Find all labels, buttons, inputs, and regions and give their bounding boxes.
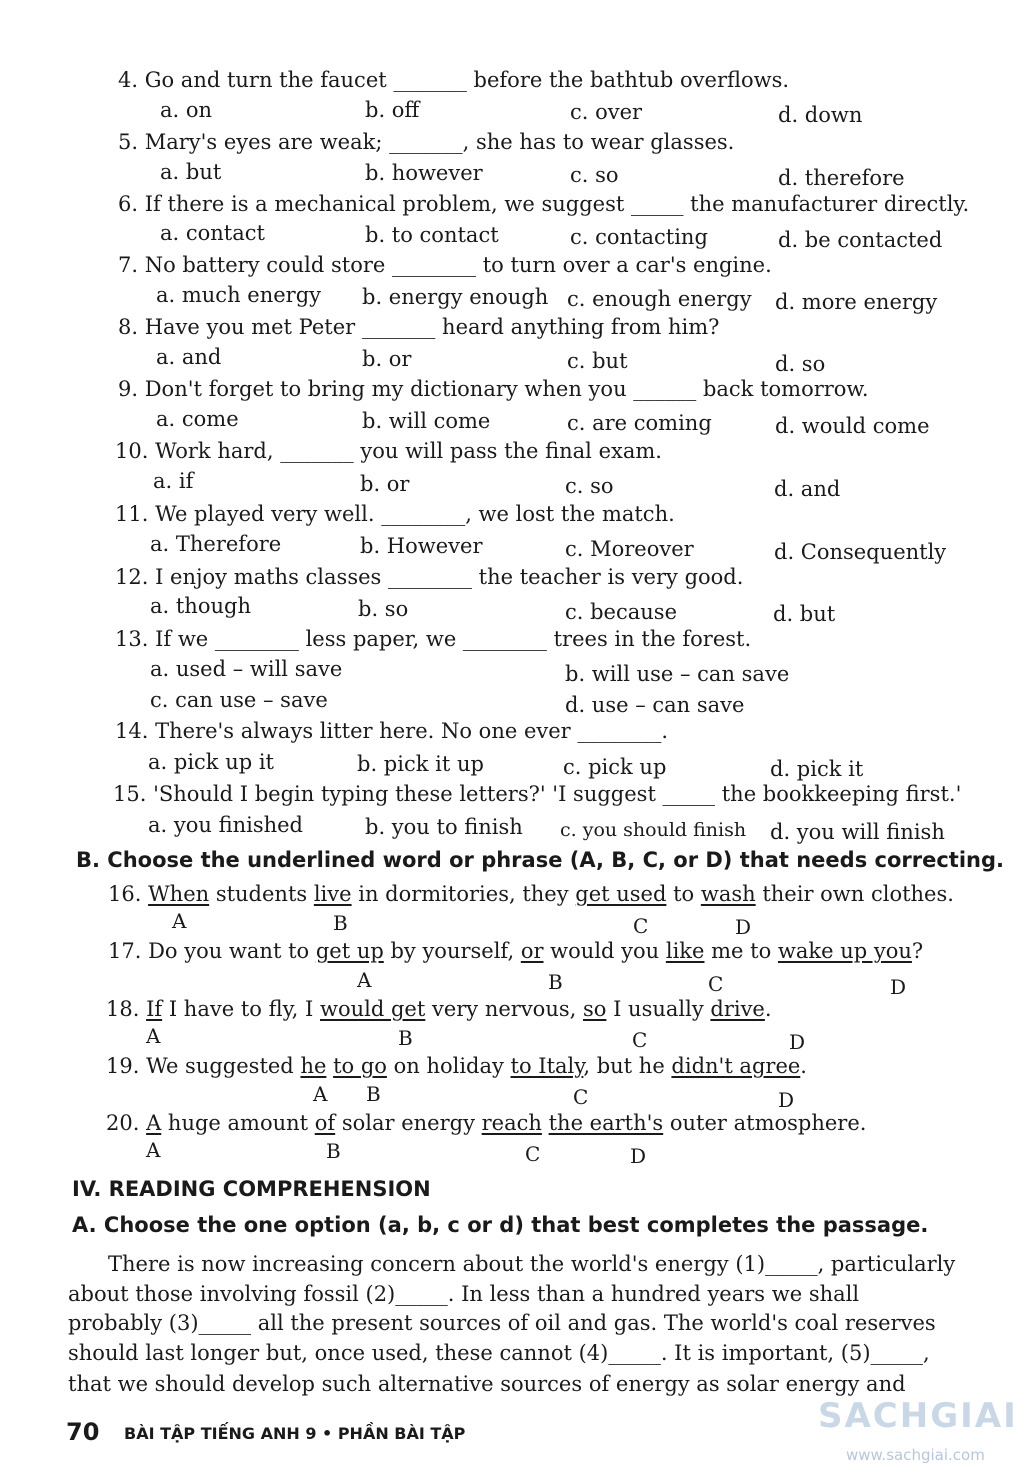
option-14a: a. pick up it: [148, 750, 274, 774]
option-12d: d. but: [773, 602, 836, 626]
option-8d: d. so: [775, 352, 826, 376]
question-14: 14. There's always litter here. No one ever ________.: [115, 719, 669, 743]
option-15d: d. you will finish: [770, 820, 945, 844]
letter-19d: D: [778, 1088, 795, 1112]
letter-20a: A: [146, 1138, 161, 1162]
watermark-url: www.sachgiai.com: [846, 1446, 985, 1464]
option-4c: c. over: [570, 100, 643, 124]
letter-16b: B: [333, 911, 348, 935]
option-4d: d. down: [778, 103, 863, 127]
question-8: 8. Have you met Peter _______ heard anything from him?: [118, 315, 720, 339]
option-11b: b. However: [360, 534, 483, 558]
option-9a: a. come: [156, 407, 239, 431]
letter-20c: C: [525, 1142, 541, 1166]
option-5c: c. so: [570, 163, 619, 187]
option-14d: d. pick it: [770, 757, 864, 781]
correction-20: 20. A huge amount of solar energy reach the earth's outer atmosphere.: [106, 1111, 867, 1135]
option-13a: a. used – will save: [150, 657, 343, 681]
letter-16d: D: [735, 915, 752, 939]
passage-line: should last longer but, once used, these cannot (4)_____. It is important, (5)_____,: [68, 1341, 930, 1365]
passage-line: probably (3)_____ all the present sources of oil and gas. The world's coal reserves: [68, 1311, 936, 1335]
letter-19a: A: [313, 1082, 328, 1106]
question-15: 15. 'Should I begin typing these letters?' 'I suggest _____ the bookkeeping first.': [113, 782, 962, 806]
passage-line: about those involving fossil (2)_____. In less than a hundred years we shall: [68, 1282, 860, 1306]
option-6a: a. contact: [160, 221, 265, 245]
option-5a: a. but: [160, 160, 222, 184]
option-15b: b. you to finish: [365, 815, 523, 839]
letter-18c: C: [632, 1028, 648, 1052]
letter-16c: C: [633, 914, 649, 938]
option-8a: a. and: [156, 345, 222, 369]
option-7c: c. enough energy: [567, 287, 752, 311]
option-11a: a. Therefore: [150, 532, 282, 556]
passage-line: that we should develop such alternative sources of energy as solar energy and: [68, 1372, 906, 1396]
correction-16: 16. When students live in dormitories, they get used to wash their own clothes.: [108, 882, 954, 906]
question-9: 9. Don't forget to bring my dictionary when you ______ back tomorrow.: [118, 377, 869, 401]
correction-17: 17. Do you want to get up by yourself, or would you like me to wake up you?: [108, 939, 924, 963]
option-11c: c. Moreover: [565, 537, 694, 561]
option-4b: b. off: [365, 98, 420, 122]
option-7b: b. energy enough: [362, 285, 549, 309]
option-14b: b. pick it up: [357, 752, 484, 776]
option-9c: c. are coming: [567, 411, 712, 435]
watermark-logo: SACHGIAI: [818, 1396, 1018, 1436]
option-12b: b. so: [358, 597, 409, 621]
option-6c: c. contacting: [570, 225, 708, 249]
option-4a: a. on: [160, 98, 213, 122]
option-9b: b. will come: [362, 409, 491, 433]
passage-line: There is now increasing concern about the world's energy (1)_____, particularly: [108, 1252, 956, 1276]
option-5d: d. therefore: [778, 166, 905, 190]
option-7d: d. more energy: [775, 290, 938, 314]
book-title: BÀI TẬP TIẾNG ANH 9 • PHẦN BÀI TẬP: [124, 1424, 466, 1443]
option-6d: d. be contacted: [778, 228, 943, 252]
section-b-heading: B. Choose the underlined word or phrase (A, B, C, or D) that needs correcting.: [76, 848, 1004, 872]
question-6: 6. If there is a mechanical problem, we suggest _____ the manufacturer directly.: [118, 192, 970, 216]
section-iv-a-heading: A. Choose the one option (a, b, c or d) that best completes the passage.: [72, 1213, 929, 1237]
question-10: 10. Work hard, _______ you will pass the final exam.: [115, 439, 662, 463]
option-12a: a. though: [150, 594, 251, 618]
letter-20b: B: [326, 1139, 341, 1163]
option-15c: c. you should finish: [560, 819, 747, 841]
question-13: 13. If we ________ less paper, we ________ trees in the forest.: [115, 627, 752, 651]
question-12: 12. I enjoy maths classes ________ the teacher is very good.: [115, 565, 744, 589]
question-4: 4. Go and turn the faucet _______ before the bathtub overflows.: [118, 68, 790, 92]
option-12c: c. because: [565, 600, 677, 624]
letter-17c: C: [708, 972, 724, 996]
option-5b: b. however: [365, 161, 483, 185]
option-10c: c. so: [565, 474, 614, 498]
option-13b: b. will use – can save: [565, 662, 790, 686]
option-14c: c. pick up: [563, 755, 667, 779]
correction-19: 19. We suggested he to go on holiday to Italy, but he didn't agree.: [106, 1054, 807, 1078]
question-5: 5. Mary's eyes are weak; _______, she has to wear glasses.: [118, 130, 735, 154]
option-8b: b. or: [362, 347, 412, 371]
option-11d: d. Consequently: [774, 540, 947, 564]
letter-19c: C: [573, 1085, 589, 1109]
letter-18a: A: [146, 1024, 161, 1048]
option-13c: c. can use – save: [150, 688, 328, 712]
option-9d: d. would come: [775, 414, 930, 438]
section-iv-heading: IV. READING COMPREHENSION: [72, 1177, 431, 1201]
letter-17a: A: [357, 968, 372, 992]
letter-20d: D: [630, 1144, 647, 1168]
letter-17d: D: [890, 975, 907, 999]
option-7a: a. much energy: [156, 283, 321, 307]
page-number: 70: [66, 1418, 100, 1446]
question-11: 11. We played very well. ________, we lost the match.: [115, 502, 675, 526]
question-7: 7. No battery could store ________ to turn over a car's engine.: [118, 253, 772, 277]
correction-18: 18. If I have to fly, I would get very nervous, so I usually drive.: [106, 997, 772, 1021]
option-8c: c. but: [567, 349, 628, 373]
letter-17b: B: [548, 970, 563, 994]
letter-18b: B: [398, 1026, 413, 1050]
option-10b: b. or: [360, 472, 410, 496]
letter-16a: A: [172, 909, 187, 933]
letter-18d: D: [789, 1030, 806, 1054]
option-6b: b. to contact: [365, 223, 499, 247]
letter-19b: B: [366, 1082, 381, 1106]
option-13d: d. use – can save: [565, 693, 745, 717]
option-15a: a. you finished: [148, 813, 303, 837]
option-10d: d. and: [774, 477, 841, 501]
option-10a: a. if: [153, 469, 194, 493]
